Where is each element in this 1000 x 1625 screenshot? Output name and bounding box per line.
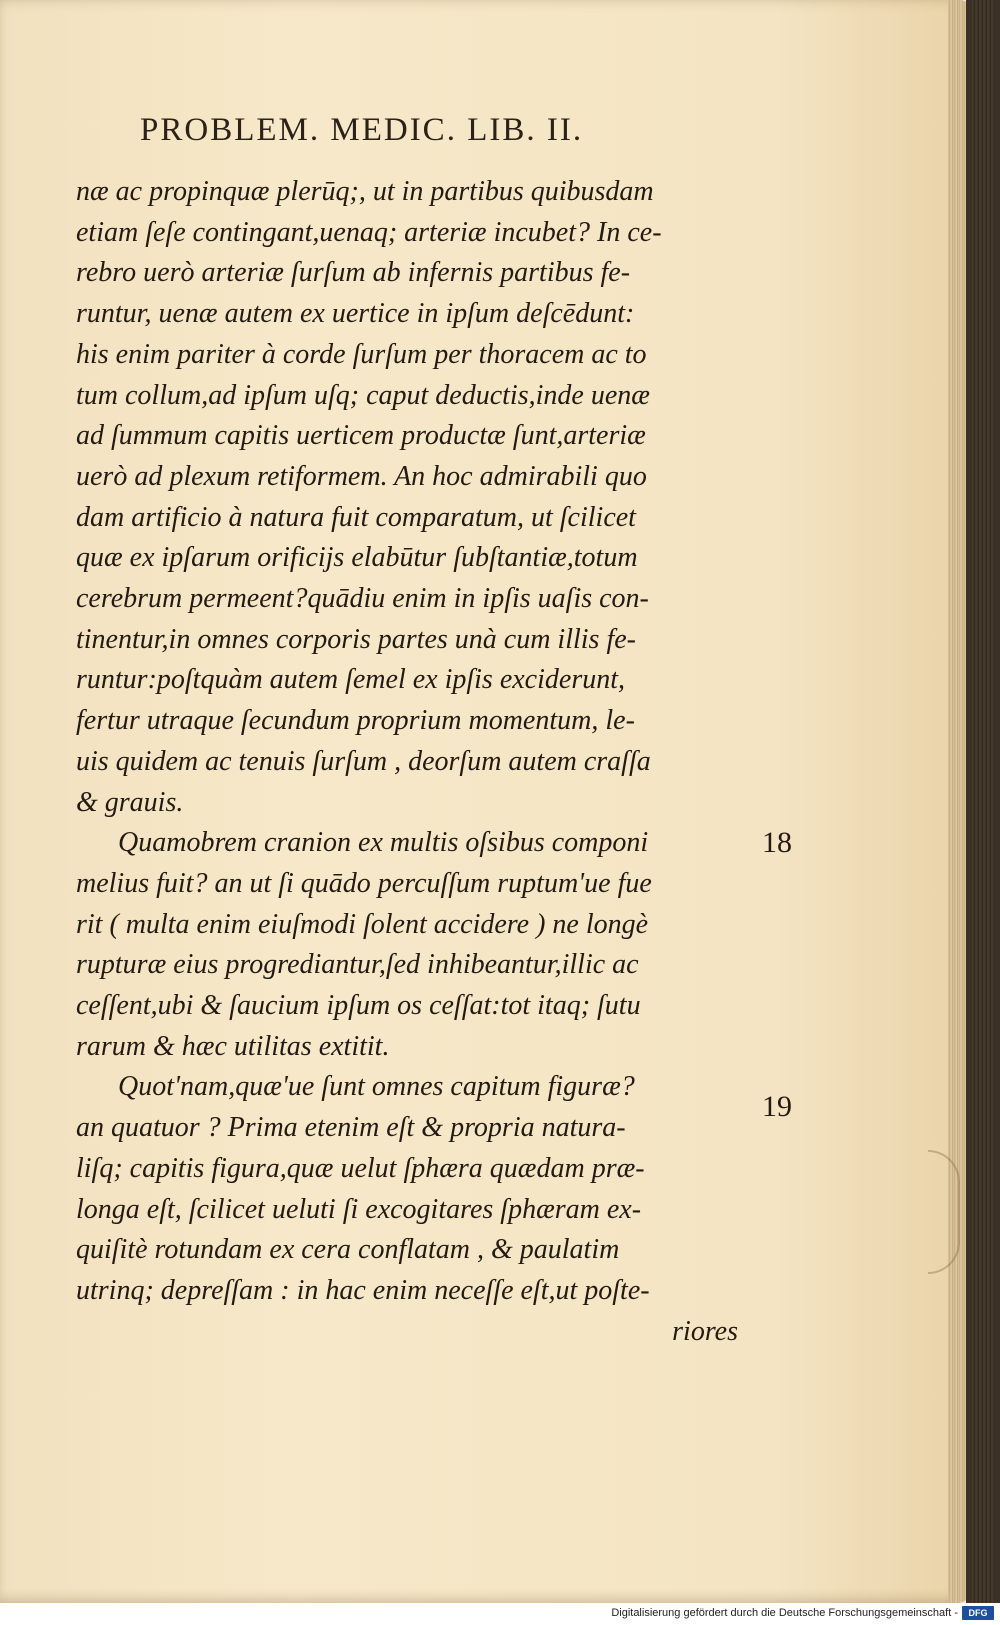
text-line: tum collum,ad ipſum uſq; caput deductis,inde uenæ: [76, 379, 650, 411]
book-cover-edge: [966, 0, 1000, 1603]
text-line: fertur utraque ſecundum proprium momentum, le-: [76, 705, 635, 737]
text-line: cerebrum permeent?quādiu enim in ipſis uaſis con-: [76, 583, 649, 615]
text-line: ad ſummum capitis uerticem productæ ſunt,arteriæ: [76, 420, 646, 452]
digitization-credit: Digitalisierung gefördert durch die Deutsche Forschungsgemeinschaft -: [611, 1607, 958, 1619]
text-line: rit ( multa enim eiuſmodi ſolent accidere ) ne longè: [76, 908, 649, 940]
text-line: rarum & hæc utilitas extitit.: [76, 1030, 390, 1062]
text-line: quiſitè rotundam ex cera conflatam , & paulatim: [76, 1234, 620, 1266]
text-line: etiam ſeſe contingant,uenaq; arteriæ incubet? In ce-: [76, 216, 662, 248]
text-line: uis quidem ac tenuis ſurſum , deorſum autem craſſa: [76, 745, 651, 777]
text-line: ceſſent,ubi & ſaucium ipſum os ceſſat:tot itaq; ſutu: [76, 990, 641, 1022]
text-line: runtur:poſtquàm autem ſemel ex ipſis exciderunt,: [76, 664, 625, 696]
margin-number-18: 18: [762, 826, 792, 859]
body-text: [76, 172, 746, 1352]
margin-number-19: 19: [762, 1090, 792, 1123]
text-line: tinentur,in omnes corporis partes unà cum illis fe-: [76, 623, 636, 655]
text-line: utrinq; depreſſam : in hac enim neceſſe eſt,ut poſte-: [76, 1274, 650, 1306]
text-line: an quatuor ? Prima etenim eſt & propria natura-: [76, 1112, 626, 1144]
text-line: his enim pariter à corde ſurſum per thoracem ac to: [76, 338, 647, 370]
text-line: melius fuit? an ut ſi quādo percuſſum ruptum'ue fue: [76, 867, 652, 899]
catchword: riores: [672, 1315, 738, 1347]
text-line: næ ac propinquæ plerūq;, ut in partibus quibusdam: [76, 176, 654, 207]
text-line: liſq; capitis figura,quæ uelut ſphæra quædam præ-: [76, 1152, 645, 1184]
dfg-logo: DFG: [962, 1606, 994, 1620]
running-header: PROBLEM. MEDIC. LIB. II.: [140, 112, 584, 148]
text-line: dam artificio à natura fuit comparatum, ut ſcilicet: [76, 501, 636, 533]
text-line-paragraph-start: Quot'nam,quæ'ue ſunt omnes capitum figuræ?: [118, 1071, 635, 1103]
text-line: & grauis.: [76, 786, 184, 818]
text-line-paragraph-start: Quamobrem cranion ex multis oſsibus componi: [118, 827, 649, 859]
text-line: rupturæ eius progrediantur,ſed inhibeantur,illic ac: [76, 949, 639, 981]
page-curl-shadow: [928, 1150, 960, 1274]
text-line: longa eſt, ſcilicet ueluti ſi excogitares ſphæram ex-: [76, 1193, 642, 1225]
text-line: quæ ex ipſarum orificijs elabūtur ſubſtantiæ,totum: [76, 542, 638, 574]
text-line: runtur, uenæ autem ex uertice in ipſum deſcēdunt:: [76, 298, 635, 330]
text-line: uerò ad plexum retiformem. An hoc admirabili quo: [76, 460, 647, 492]
text-line: rebro uerò arteriæ ſurſum ab infernis partibus fe-: [76, 257, 631, 289]
